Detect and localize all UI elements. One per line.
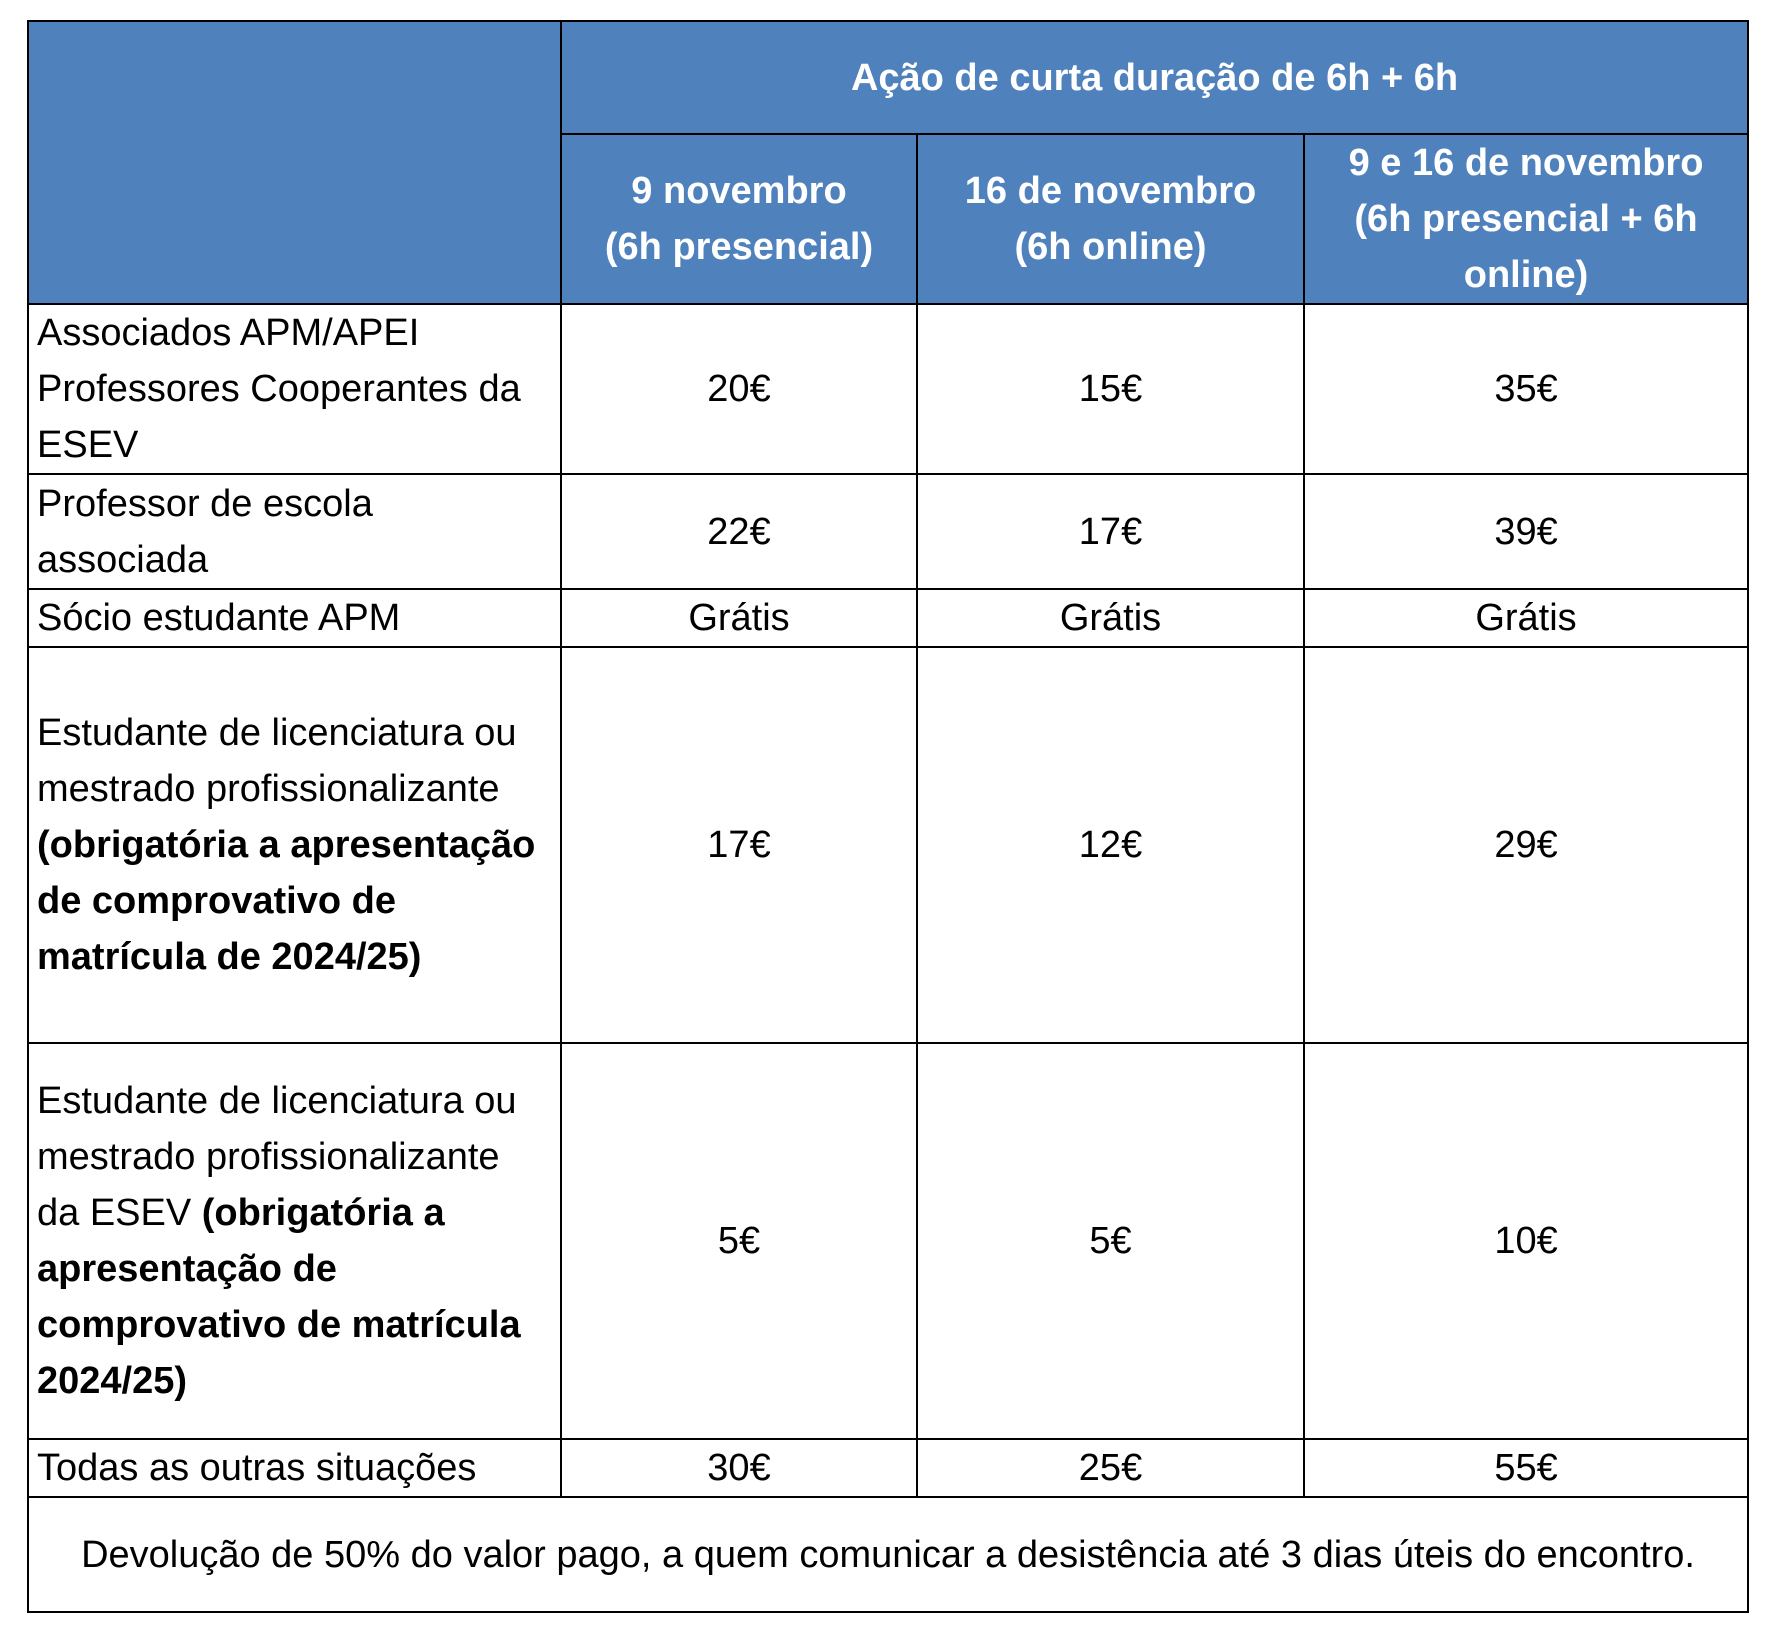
footer-row: [28, 1497, 1748, 1612]
header-corner-cell: [28, 21, 561, 304]
column-header-line2: (6h presencial + 6h online): [1354, 198, 1698, 296]
header-group-title: Ação de curta duração de 6h + 6h: [561, 21, 1748, 134]
table-row: [28, 1043, 1748, 1439]
row-label-requirement: (obrigatória a apresentação de comprovativo de matrícula de 2024/25): [37, 824, 536, 978]
row-label: Todas as outras situações: [28, 1439, 561, 1497]
row-label: Professor de escola associada: [28, 474, 561, 589]
table-row: [28, 647, 1748, 1043]
row-label-text: Estudante de licenciatura ou mestrado profissionalizante da ESEV: [37, 1080, 517, 1234]
price-cell: 5€: [917, 1043, 1304, 1439]
row-label: [28, 1043, 561, 1439]
price-cell: Grátis: [1304, 589, 1748, 647]
price-cell: 17€: [561, 647, 917, 1043]
row-label: [28, 647, 561, 1043]
column-header-16-novembro: [917, 134, 1304, 304]
pricing-table: [27, 20, 1749, 1613]
price-cell: 39€: [1304, 474, 1748, 589]
price-cell: 22€: [561, 474, 917, 589]
price-cell: 55€: [1304, 1439, 1748, 1497]
column-header-line2: (6h online): [1014, 226, 1207, 268]
table-row: [28, 304, 1748, 474]
row-label: Sócio estudante APM: [28, 589, 561, 647]
price-cell: Grátis: [561, 589, 917, 647]
refund-note: Devolução de 50% do valor pago, a quem comunicar a desistência até 3 dias úteis do encontro.: [28, 1497, 1748, 1612]
column-header-line1: 9 e 16 de novembro: [1348, 142, 1704, 184]
row-label: Associados APM/APEI Professores Cooperantes da ESEV: [28, 304, 561, 474]
header-row-group: [28, 21, 1748, 134]
column-header-line1: 9 novembro: [631, 170, 847, 212]
price-cell: 29€: [1304, 647, 1748, 1043]
table-row: [28, 1439, 1748, 1497]
table-row: [28, 474, 1748, 589]
column-header-9-novembro: [561, 134, 917, 304]
price-cell: 12€: [917, 647, 1304, 1043]
row-label-requirement: (obrigatória a apresentação de comprovativo de matrícula 2024/25): [37, 1192, 521, 1402]
price-cell: 20€: [561, 304, 917, 474]
column-header-9-e-16-novembro: [1304, 134, 1748, 304]
column-header-line2: (6h presencial): [604, 226, 874, 268]
price-cell: 25€: [917, 1439, 1304, 1497]
price-cell: 30€: [561, 1439, 917, 1497]
price-cell: 17€: [917, 474, 1304, 589]
table-row: [28, 589, 1748, 647]
price-cell: 15€: [917, 304, 1304, 474]
row-label-text: Estudante de licenciatura ou mestrado profissionalizante: [37, 712, 517, 810]
price-cell: Grátis: [917, 589, 1304, 647]
column-header-line1: 16 de novembro: [964, 170, 1257, 212]
price-cell: 5€: [561, 1043, 917, 1439]
price-cell: 35€: [1304, 304, 1748, 474]
price-cell: 10€: [1304, 1043, 1748, 1439]
